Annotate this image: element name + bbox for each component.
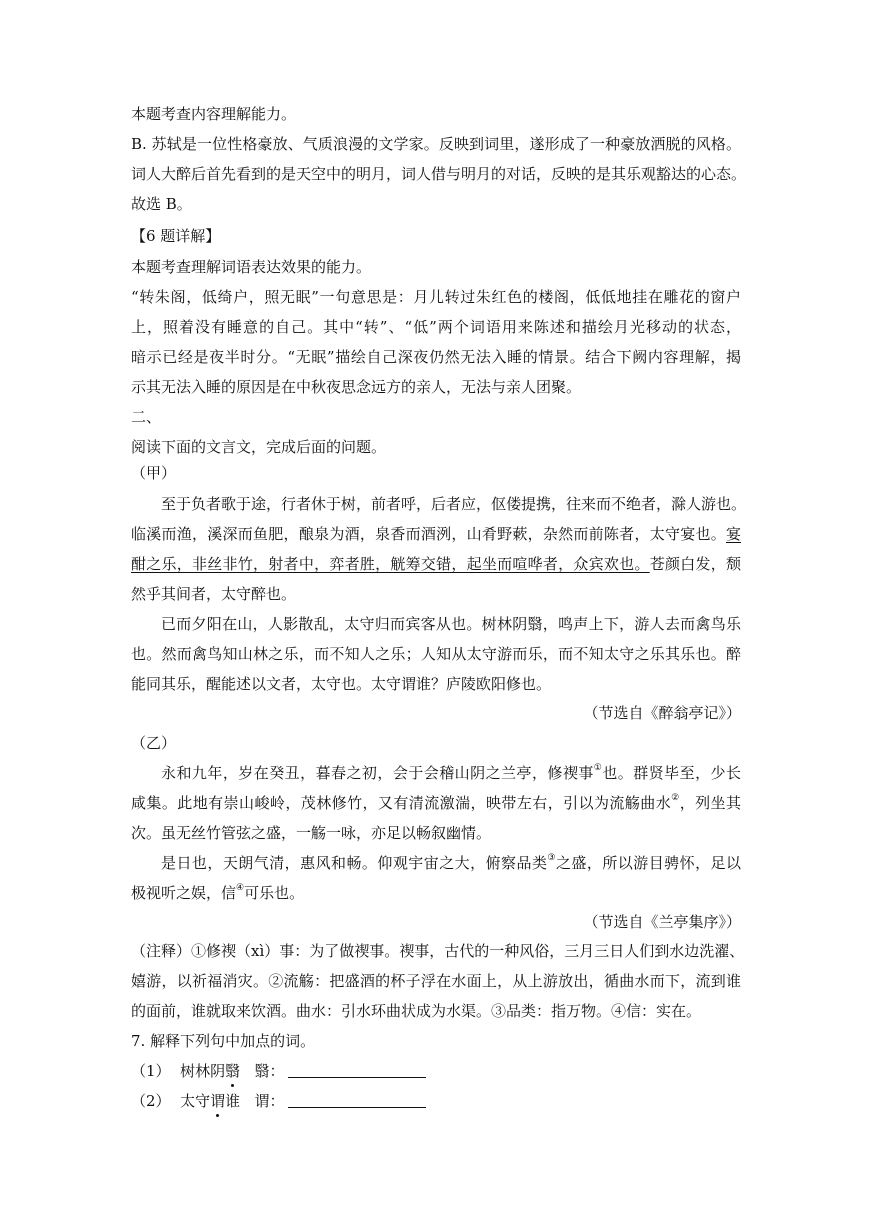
answer-line: “转朱阁，低绮户，照无眠”一句意思是：月儿转过朱红色的楼阁，低低地挂在雕花的窗户 [131, 288, 741, 306]
passage-line: 酣之乐，非丝非竹，射者中，弈者胜，觥筹交错，起坐而喧哗者，众宾欢也。苍颜白发，颓 [131, 555, 741, 573]
passage-line: 是日也，天朗气清，惠风和畅。仰观宇宙之大，俯察品类③之盛，所以游目骋怀，足以 [161, 853, 741, 872]
passage-line: 能同其乐，醒能述以文者，太守也。太守谓谁？庐陵欧阳修也。 [131, 675, 552, 693]
passage-line: 至于负者歌于途，行者休于树，前者呼，后者应，伛偻提携，往来而不绝者，滁人游也。 [161, 495, 747, 513]
annotation-line: （注释）①修禊（xì）事：为了做禊事。禊事，古代的一种风俗，三月三日人们到水边洗濯、 [131, 942, 745, 960]
answer-line: 本题考查理解词语表达效果的能力。 [131, 258, 372, 276]
answer-line: 示其无法入睡的原因是在中秋夜思念远方的亲人，无法与亲人团聚。 [131, 378, 582, 396]
instruction-line: 阅读下面的文言文，完成后面的问题。 [131, 438, 387, 456]
answer-line: 暗示已经是夜半时分。“无眠”描绘自己深夜仍然无法入睡的情景。结合下阙内容理解，揭 [131, 348, 741, 366]
underlined-sentence: 宴 [725, 525, 741, 543]
passage-line: 然乎其间者，太守醉也。 [131, 585, 297, 603]
answer-blank[interactable] [288, 1093, 426, 1108]
passage-line: 极视听之娱，信④可乐也。 [131, 883, 305, 902]
dotted-word: 翳 [225, 1062, 241, 1080]
answer-blank[interactable] [288, 1063, 426, 1078]
passage-label: （甲） [131, 464, 177, 482]
sub-question-1: （1） 树林阴翳 翳： [131, 1061, 741, 1081]
answer-line: 本题考查内容理解能力。 [131, 105, 297, 123]
underlined-sentence: 酣之乐，非丝非竹，射者中，弈者胜，觥筹交错，起坐而喧哗者，众宾欢也。 [131, 555, 650, 573]
answer-line: 故选 B。 [131, 195, 192, 213]
passage-line: 咸集。此地有崇山峻岭，茂林修竹，又有清流激湍，映带左右，引以为流觞曲水②，列坐其 [131, 793, 741, 812]
source-citation: （节选自《兰亭集序》） [583, 913, 741, 931]
sub-question-2: （2） 太守谓谁 谓： [131, 1091, 741, 1111]
annotation-line: 嬉游，以祈福消灾。②流觞：把盛酒的杯子浮在水面上，从上游放出，循曲水而下，流到谁 [131, 972, 741, 990]
dotted-word: 谓 [210, 1092, 226, 1110]
answer-line: 词人大醉后首先看到的是天空中的明月，词人借与明月的对话，反映的是其乐观豁达的心态。 [131, 165, 747, 183]
answer-line: 上，照着没有睡意的自己。其中“转”、“低”两个词语用来陈述和描绘月光移动的状态， [131, 318, 741, 336]
passage-line: 临溪而渔，溪深而鱼肥，酿泉为酒，泉香而酒洌，山肴野蔌，杂然而前陈者，太守宴也。宴 [131, 525, 741, 543]
passage-line: 次。虽无丝竹管弦之盛，一觞一咏，亦足以畅叙幽情。 [131, 824, 492, 842]
passage-line: 也。然而禽鸟知山林之乐，而不知人之乐；人知从太守游而乐，而不知太守之乐其乐也。醉 [131, 645, 741, 663]
passage-line: 永和九年，岁在癸丑，暮春之初，会于会稽山阴之兰亭，修禊事①也。群贤毕至，少长 [161, 763, 741, 782]
section-heading: 【6 题详解】 [131, 227, 221, 245]
annotation-line: 的面前，谁就取来饮酒。曲水：引水环曲状成为水渠。③品类：指万物。④信：实在。 [131, 1002, 702, 1020]
passage-label: （乙） [131, 734, 177, 752]
answer-line: B. 苏轼是一位性格豪放、气质浪漫的文学家。反映到词里，遂形成了一种豪放洒脱的风格。 [131, 135, 741, 153]
question-stem: 7. 解释下列句中加点的词。 [131, 1032, 316, 1050]
source-citation: （节选自《醉翁亭记》） [583, 704, 741, 722]
section-number: 二、 [131, 408, 162, 426]
passage-line: 已而夕阳在山，人影散乱，太守归而宾客从也。树林阴翳，鸣声上下，游人去而禽鸟乐 [161, 615, 741, 633]
